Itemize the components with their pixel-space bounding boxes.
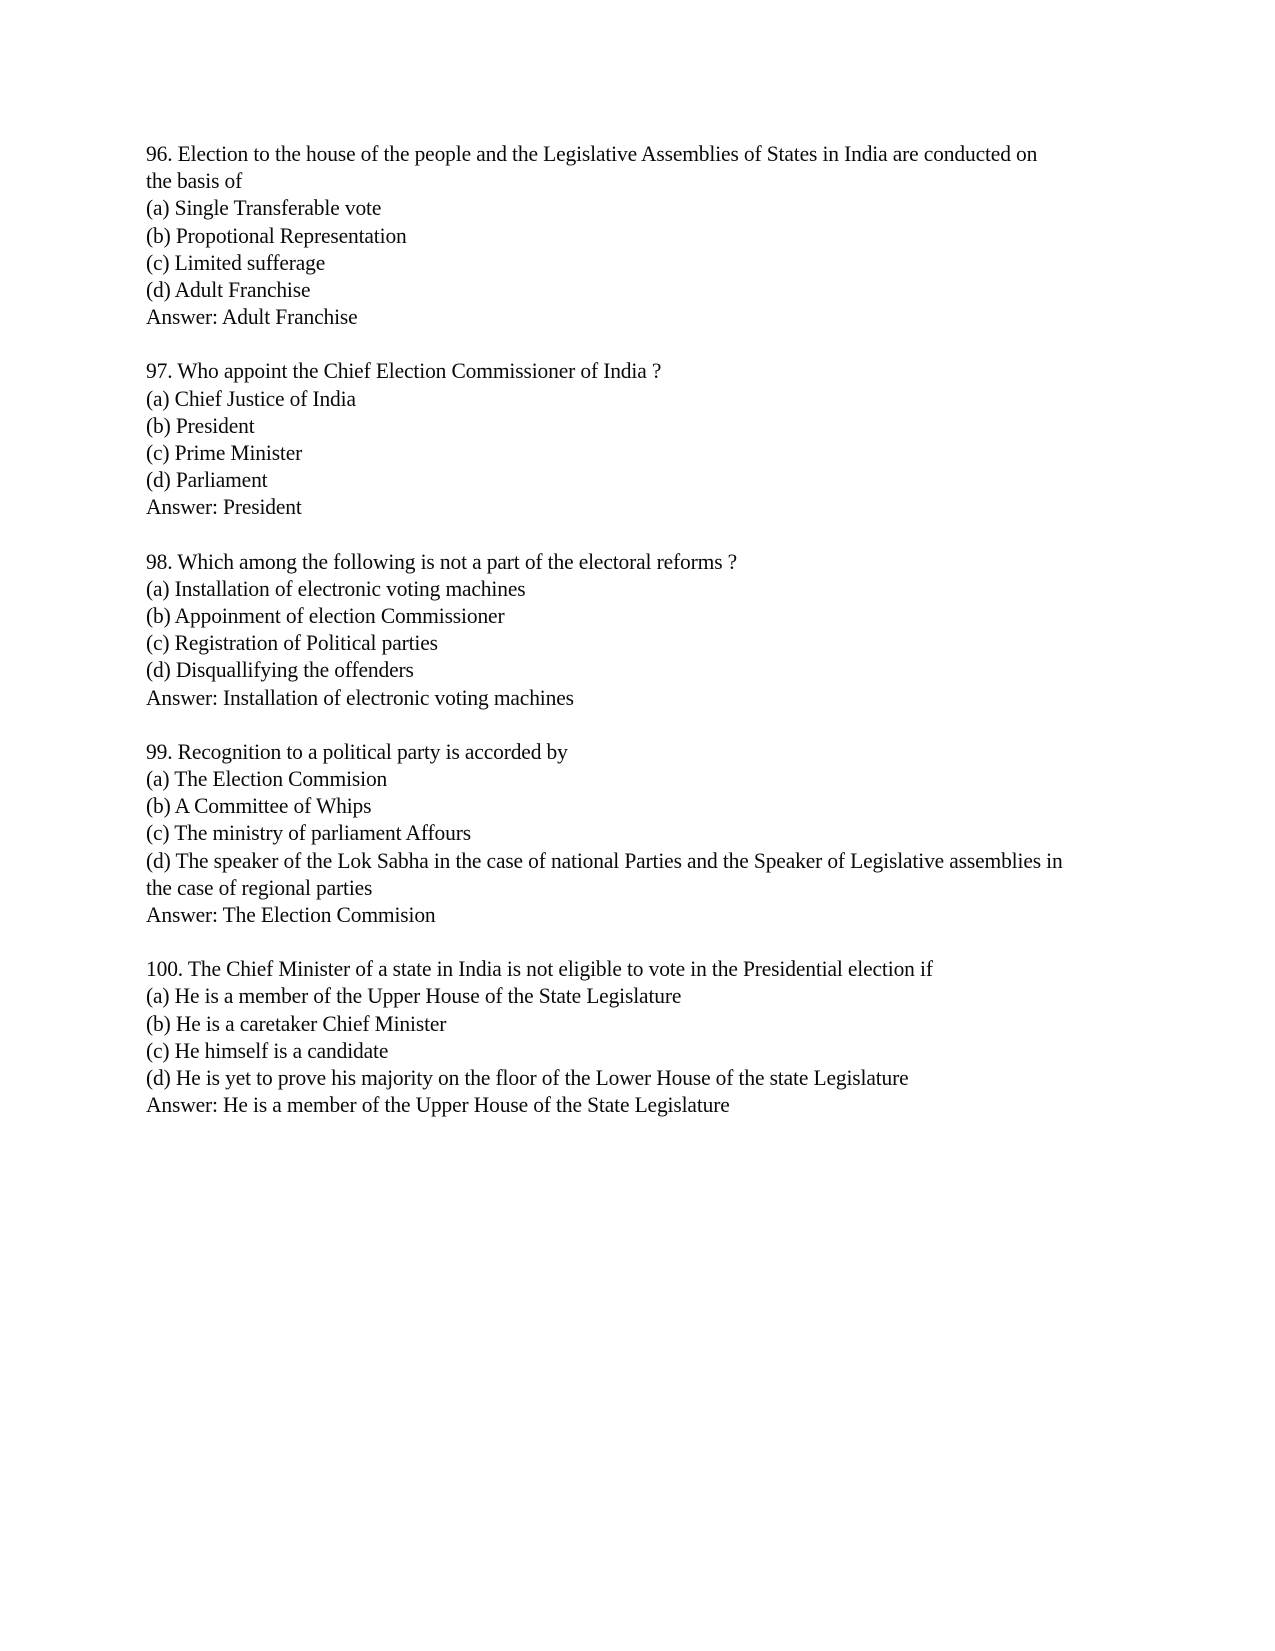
option-b: (b) A Committee of Whips xyxy=(146,793,372,819)
question-stem: 99. Recognition to a political party is accorded by xyxy=(146,738,568,764)
question-block-96 xyxy=(146,140,1125,330)
question-block-97 xyxy=(146,357,1125,520)
answer-line: Answer: The Election Commision xyxy=(146,902,436,928)
option-a: (a) Chief Justice of India xyxy=(146,385,356,411)
option-a: (a) He is a member of the Upper House of the State Legislature xyxy=(146,983,682,1009)
question-block-100 xyxy=(146,955,1125,1118)
question-block-98 xyxy=(146,548,1125,711)
answer-line: Answer: He is a member of the Upper House of the State Legislature xyxy=(146,1092,730,1118)
answer-line: Answer: Installation of electronic voting machines xyxy=(146,684,574,710)
option-b: (b) President xyxy=(146,412,255,438)
option-d: (d) Adult Franchise xyxy=(146,277,311,303)
question-stem: 100. The Chief Minister of a state in India is not eligible to vote in the Presidential election if xyxy=(146,956,933,982)
option-d: (d) Disquallifying the offenders xyxy=(146,657,414,683)
question-block-99 xyxy=(146,738,1125,928)
option-c: (c) Limited sufferage xyxy=(146,249,326,275)
option-a: (a) Single Transferable vote xyxy=(146,195,382,221)
option-d: (d) He is yet to prove his majority on the floor of the Lower House of the state Legislature xyxy=(146,1065,909,1091)
option-b: (b) He is a caretaker Chief Minister xyxy=(146,1010,447,1036)
question-stem: 96. Election to the house of the people and the Legislative Assemblies of States in India are conducted on the basis of xyxy=(146,141,1043,194)
option-d: (d) Parliament xyxy=(146,467,268,493)
option-b: (b) Appoinment of election Commissioner xyxy=(146,603,505,629)
option-c: (c) The ministry of parliament Affours xyxy=(146,820,471,846)
question-stem: 98. Which among the following is not a part of the electoral reforms ? xyxy=(146,548,738,574)
option-c: (c) Registration of Political parties xyxy=(146,630,438,656)
option-b: (b) Propotional Representation xyxy=(146,222,407,248)
option-c: (c) Prime Minister xyxy=(146,440,303,466)
option-a: (a) The Election Commision xyxy=(146,766,388,792)
option-a: (a) Installation of electronic voting machines xyxy=(146,575,526,601)
question-stem: 97. Who appoint the Chief Election Commissioner of India ? xyxy=(146,358,662,384)
answer-line: Answer: Adult Franchise xyxy=(146,304,358,330)
answer-line: Answer: President xyxy=(146,494,302,520)
option-d: (d) The speaker of the Lok Sabha in the case of national Parties and the Speaker of Legislative assemblies in the case of regional parties xyxy=(146,847,1068,900)
option-c: (c) He himself is a candidate xyxy=(146,1037,389,1063)
